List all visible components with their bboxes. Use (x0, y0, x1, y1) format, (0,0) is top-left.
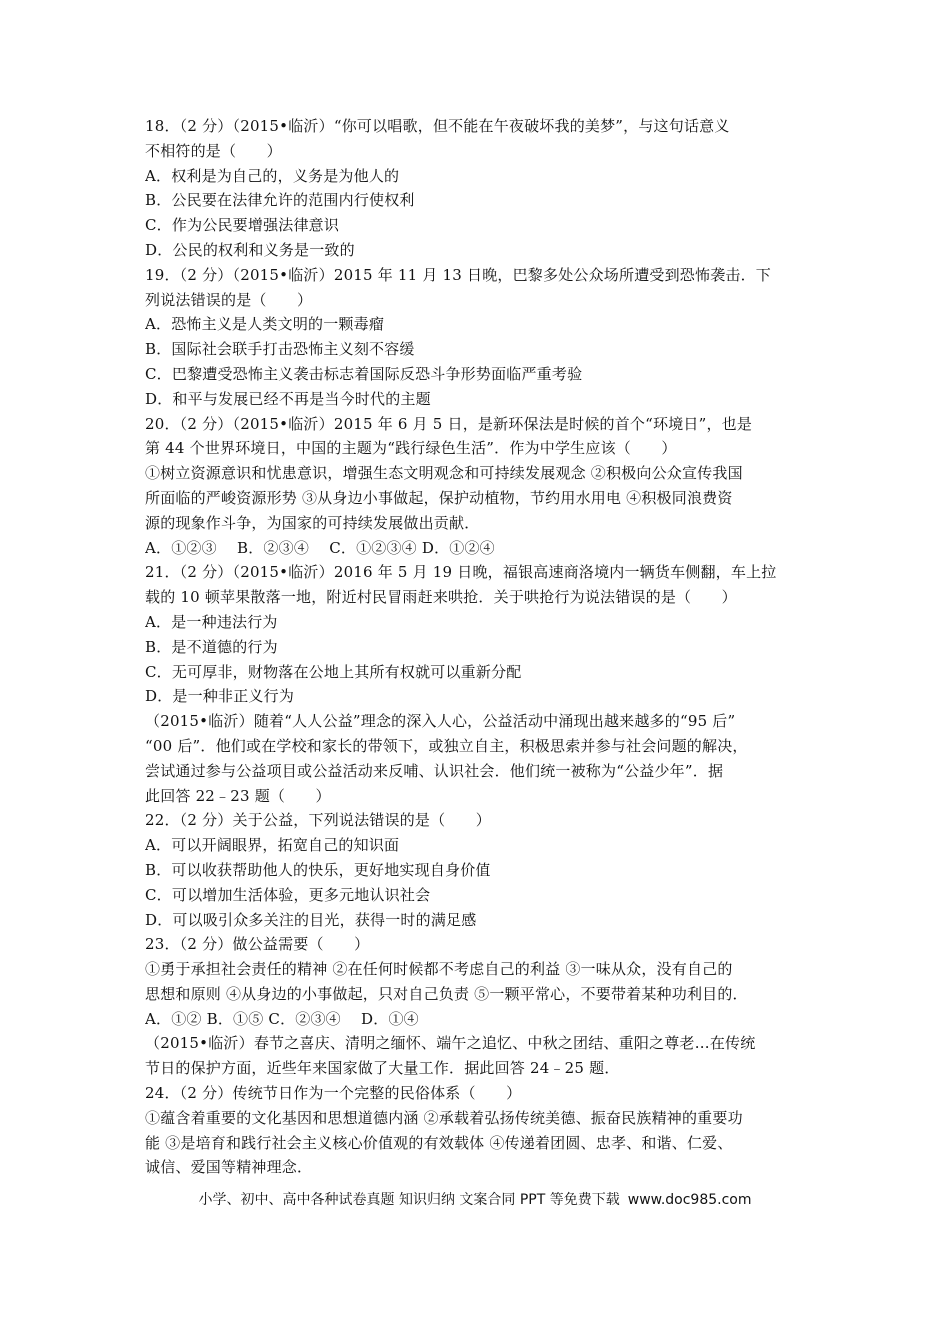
text-line: 能 ③是培育和践行社会主义核心价值观的有效载体 ④传递着团圆、忠孝、和谐、仁爱、 (145, 1133, 733, 1152)
text-line: 所面临的严峻资源形势 ③从身边小事做起，保护动植物，节约用水用电 ④积极同浪费资 (145, 488, 733, 507)
text-line: 此回答 22﹣23 题（ ） (145, 786, 331, 805)
text-line: 尝试通过参与公益项目或公益活动来反哺、认识社会．他们统一被称为“公益少年”．据 (145, 761, 724, 780)
text-line: ①勇于承担社会责任的精神 ②在任何时候都不考虑自己的利益 ③一味从众，没有自己的 (145, 960, 733, 979)
footer-text: 小学、初中、高中各种试卷真题 知识归纳 文案合同 PPT 等免费下载 (198, 1192, 620, 1208)
text-line: A．可以开阔眼界，拓宽自己的知识面 (145, 836, 400, 855)
footer-url: www.doc985.com (627, 1192, 752, 1208)
text-line: C．可以增加生活体验，更多元地认识社会 (145, 885, 431, 904)
page-footer (0, 1190, 950, 1210)
text-line: A．①② B．①⑤ C．②③④ D．①④ (145, 1009, 419, 1028)
text-line: 18．（2 分）（2015•临沂）“你可以唱歌，但不能在午夜破坏我的美梦”，与这句话意义 (145, 117, 730, 135)
text-line: C．无可厚非，财物落在公地上其所有权就可以重新分配 (145, 662, 522, 681)
text-line: 不相符的是（ ） (145, 141, 282, 160)
text-line: （2015•临沂）随着“人人公益”理念的深入人心，公益活动中涌现出越来越多的“95 后” (145, 712, 736, 731)
text-line: “00 后”．他们或在学校和家长的带领下，或独立自主，积极思索并参与社会问题的解决， (145, 736, 748, 755)
text-line: A．恐怖主义是人类文明的一颗毒瘤 (145, 315, 385, 334)
text-line: A．是一种违法行为 (145, 612, 278, 631)
text-line: 22．（2 分）关于公益，下列说法错误的是（ ） (145, 811, 491, 830)
text-line: 第 44 个世界环境日，中国的主题为“践行绿色生活”．作为中学生应该（ ） (145, 439, 677, 458)
text-line: （2015•临沂）春节之喜庆、清明之缅怀、端午之追忆、中秋之团结、重阳之尊老…在传统 (145, 1034, 756, 1053)
text-line: ①树立资源意识和忧患意识，增强生态文明观念和可持续发展观念 ②积极向公众宣传我国 (145, 464, 743, 483)
text-line: 23．（2 分）做公益需要（ ） (145, 935, 370, 954)
text-line: 20．（2 分）（2015•临沂）2015 年 6 月 5 日，是新环保法是时候的首个“环境日”，也是 (145, 414, 753, 433)
exam-questions (145, 114, 815, 1180)
text-line: C．作为公民要增强法律意识 (145, 216, 340, 235)
text-line: 诚信、爱国等精神理念． (145, 1158, 313, 1177)
text-line: D．可以吸引众多关注的目光，获得一时的满足感 (145, 910, 477, 929)
text-line: B．国际社会联手打击恐怖主义刻不容缓 (145, 340, 415, 359)
text-line: 19．（2 分）（2015•临沂）2015 年 11 月 13 日晚，巴黎多处公众场所遭受到恐怖袭击．下 (145, 265, 772, 284)
text-line: 载的 10 顿苹果散落一地，附近村民冒雨赶来哄抢．关于哄抢行为说法错误的是（ ） (145, 588, 737, 607)
text-line: A．权利是为自己的，义务是为他人的 (145, 166, 400, 185)
text-line: B．公民要在法律允许的范围内行使权利 (145, 191, 415, 210)
text-line: 21．（2 分）（2015•临沂）2016 年 5 月 19 日晚，福银高速商洛境内一辆货车侧翻，车上拉 (145, 563, 777, 582)
text-line: C．巴黎遭受恐怖主义袭击标志着国际反恐斗争形势面临严重考验 (145, 364, 583, 383)
text-line: ①蕴含着重要的文化基因和思想道德内涵 ②承载着弘扬传统美德、振奋民族精神的重要功 (145, 1108, 743, 1127)
text-line: B．可以收获帮助他人的快乐，更好地实现自身价值 (145, 860, 491, 879)
text-line: 源的现象作斗争，为国家的可持续发展做出贡献． (145, 513, 480, 532)
text-line: 列说法错误的是（ ） (145, 290, 313, 309)
text-line: D．公民的权利和义务是一致的 (145, 240, 355, 259)
text-line: D．是一种非正义行为 (145, 687, 295, 706)
text-line: B．是不道德的行为 (145, 637, 278, 656)
text-line: 节日的保护方面，近些年来国家做了大量工作．据此回答 24﹣25 题． (145, 1059, 620, 1078)
text-line: 思想和原则 ④从身边的小事做起，只对自己负责 ⑤一颗平常心，不要带着某种功利目的． (145, 984, 748, 1003)
text-line: D．和平与发展已经不再是当今时代的主题 (145, 389, 431, 408)
text-line: 24．（2 分）传统节日作为一个完整的民俗体系（ ） (145, 1084, 522, 1103)
text-line: A．①②③ B．②③④ C．①②③④ D．①②④ (145, 538, 495, 557)
